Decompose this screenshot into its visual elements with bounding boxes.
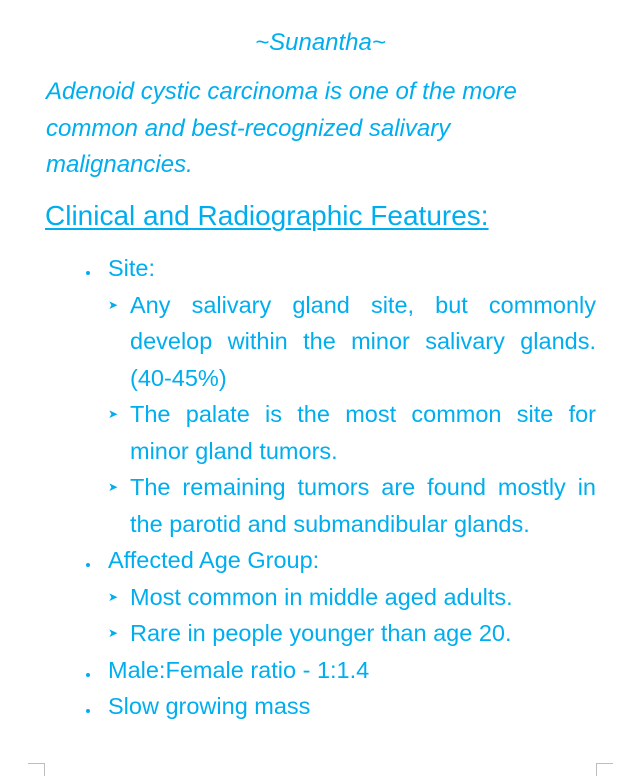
bullet-icon [86,563,90,567]
bullet-icon [86,709,90,713]
arrow-bullet-icon: ➤ [108,297,119,312]
sub-list-item: ➤ The remaining tumors are found mostly in the parotid and submandibular glands. [108,469,596,542]
sub-list-item: ➤ Most common in middle aged adults. [108,579,596,616]
feature-list [82,250,596,725]
sub-list-item: ➤ The palate is the most common site for minor gland tumors. [108,396,596,469]
list-item-site [82,250,596,542]
list-item-ratio [82,652,596,689]
intro-paragraph: Adenoid cystic carcinoma is one of the more common and best-recognized salivary malignancies. [46,78,517,178]
list-item-label: Affected Age Group: [108,547,320,573]
sub-list [108,579,596,652]
section-heading: Clinical and Radiographic Features: [45,200,489,231]
sub-list-item: ➤ Rare in people younger than age 20. [108,615,596,652]
arrow-bullet-icon: ➤ [108,626,119,640]
arrow-bullet-icon: ➤ [108,480,119,494]
arrow-bullet-icon: ➤ [108,407,119,421]
list-item-label: Site: [108,255,156,281]
sub-list-item: ➤ Any salivary gland site, but commonly develop within the minor salivary glands. (40-45%) [108,287,596,397]
bullet-icon [86,271,90,275]
arrow-bullet-icon: ➤ [108,589,119,604]
bullet-icon [86,673,90,677]
list-item-growth [82,688,596,725]
sub-list [108,287,596,543]
page-corner-mark [28,763,45,776]
list-item-label: Male:Female ratio - 1:1.4 [108,656,370,683]
list-item-label: Slow growing mass [108,693,311,719]
list-item-age-group [82,542,596,652]
page-corner-mark [596,763,613,776]
author-name: ~Sunantha~ [255,29,386,56]
